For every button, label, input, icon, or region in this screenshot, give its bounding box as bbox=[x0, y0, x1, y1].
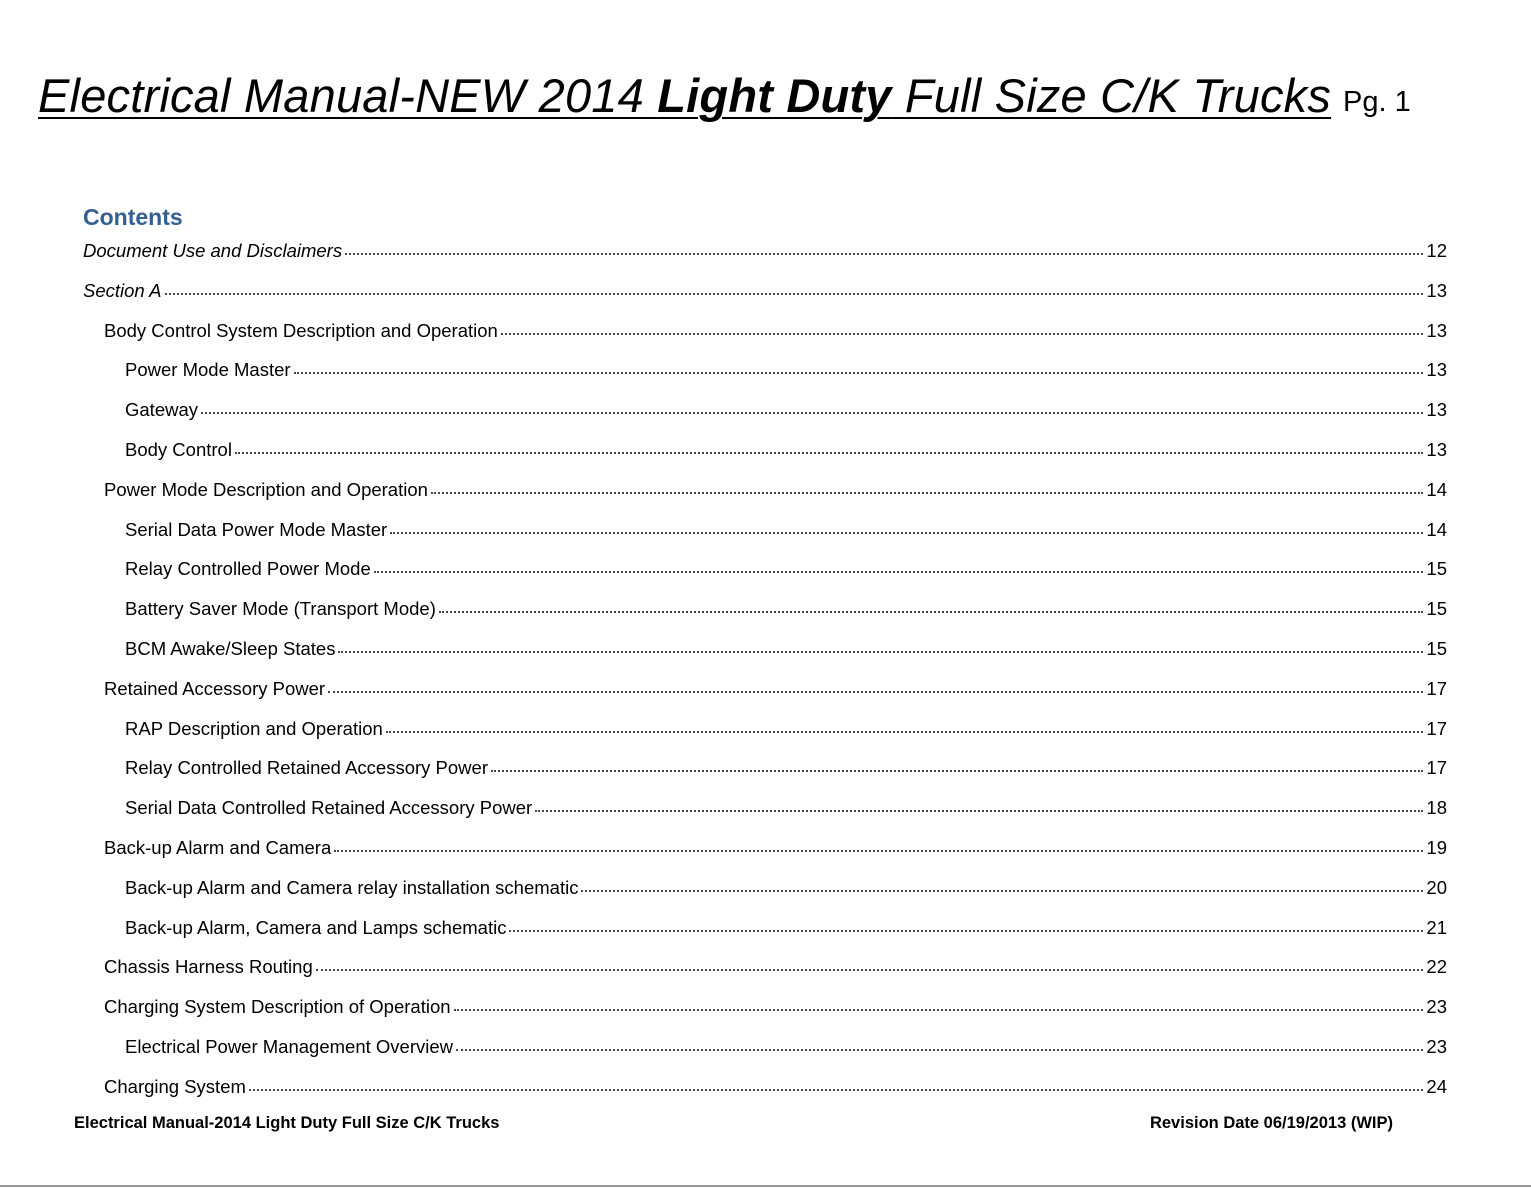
bottom-divider bbox=[0, 1185, 1531, 1187]
toc-dot-leader bbox=[165, 292, 1424, 295]
toc-entry-page: 17 bbox=[1426, 677, 1447, 699]
toc-entry-page: 23 bbox=[1426, 996, 1447, 1018]
title-part-2: Full Size C/K Trucks bbox=[891, 69, 1332, 122]
toc-entry-page: 13 bbox=[1426, 438, 1447, 460]
toc-entry[interactable] bbox=[83, 837, 1447, 877]
toc-entry[interactable] bbox=[83, 519, 1447, 559]
toc-entry-title: Battery Saver Mode (Transport Mode) bbox=[125, 598, 436, 620]
toc-entry-title: Relay Controlled Power Mode bbox=[125, 558, 371, 580]
toc-entry-page: 12 bbox=[1426, 240, 1447, 261]
toc-entry[interactable] bbox=[83, 996, 1447, 1036]
toc-dot-leader bbox=[249, 1088, 1424, 1091]
toc-entry-title: Back-up Alarm and Camera relay installation schematic bbox=[125, 876, 579, 898]
toc-entry-title: Body Control System Description and Operation bbox=[104, 319, 498, 341]
toc-entry-title: Charging System bbox=[104, 1075, 246, 1097]
toc-entry-title: Serial Data Controlled Retained Accessory Power bbox=[125, 797, 533, 819]
toc-entry-page: 23 bbox=[1426, 1035, 1447, 1057]
toc-entry[interactable] bbox=[83, 877, 1447, 917]
toc-entry[interactable] bbox=[83, 558, 1447, 598]
toc-dot-leader bbox=[456, 1048, 1423, 1051]
toc-entry-page: 20 bbox=[1426, 876, 1447, 898]
document-title bbox=[38, 68, 1331, 123]
toc-entry-title: Charging System Description of Operation bbox=[104, 996, 451, 1018]
toc-dot-leader bbox=[509, 929, 1423, 932]
footer-document-title: Electrical Manual-2014 Light Duty Full Size C/K Trucks bbox=[74, 1114, 500, 1132]
toc-entry-page: 19 bbox=[1426, 836, 1447, 858]
toc-dot-leader bbox=[374, 570, 1424, 573]
toc-entry-title: Power Mode Description and Operation bbox=[104, 478, 428, 500]
contents-heading: Contents bbox=[83, 204, 183, 230]
toc-entry[interactable] bbox=[83, 359, 1447, 399]
toc-dot-leader bbox=[390, 531, 1423, 534]
toc-entry-title: Section A bbox=[83, 279, 162, 301]
toc-entry[interactable] bbox=[83, 280, 1447, 320]
toc-entry-page: 18 bbox=[1426, 797, 1447, 819]
toc-entry[interactable] bbox=[83, 718, 1447, 758]
toc-entry[interactable] bbox=[83, 399, 1447, 439]
toc-entry[interactable] bbox=[83, 598, 1447, 638]
toc-entry-title: Back-up Alarm, Camera and Lamps schematic bbox=[125, 916, 507, 938]
toc-entry-title: RAP Description and Operation bbox=[125, 717, 383, 739]
toc-dot-leader bbox=[535, 809, 1423, 812]
toc-entry[interactable] bbox=[83, 678, 1447, 718]
toc-entry-title: Back-up Alarm and Camera bbox=[104, 836, 332, 858]
toc-entry-title: BCM Awake/Sleep States bbox=[125, 637, 336, 659]
toc-dot-leader bbox=[235, 451, 1423, 454]
toc-entry-title: Power Mode Master bbox=[125, 359, 291, 381]
toc-dot-leader bbox=[501, 332, 1424, 335]
toc-dot-leader bbox=[328, 690, 1423, 693]
toc-dot-leader bbox=[581, 889, 1423, 892]
title-bold-part: Light Duty bbox=[657, 69, 892, 122]
toc-entry-page: 17 bbox=[1426, 717, 1447, 739]
toc-dot-leader bbox=[334, 849, 1423, 852]
toc-entry[interactable] bbox=[83, 240, 1447, 280]
toc-dot-leader bbox=[316, 968, 1424, 971]
title-part-1: Electrical Manual-NEW 2014 bbox=[38, 69, 658, 122]
toc-entry-title: Document Use and Disclaimers bbox=[83, 240, 343, 261]
toc-entry-page: 15 bbox=[1426, 637, 1447, 659]
toc-entry-page: 24 bbox=[1426, 1075, 1447, 1097]
toc-dot-leader bbox=[338, 650, 1423, 653]
toc-entry-page: 21 bbox=[1426, 916, 1447, 938]
toc-entry[interactable] bbox=[83, 320, 1447, 360]
toc-entry-page: 15 bbox=[1426, 598, 1447, 620]
toc-dot-leader bbox=[201, 411, 1423, 414]
footer-revision-date: Revision Date 06/19/2013 (WIP) bbox=[1149, 1114, 1393, 1132]
toc-dot-leader bbox=[491, 769, 1423, 772]
toc-entry-page: 14 bbox=[1426, 478, 1447, 500]
toc-entry[interactable] bbox=[83, 1036, 1447, 1076]
toc-entry-page: 14 bbox=[1426, 518, 1447, 540]
toc-dot-leader bbox=[386, 730, 1424, 733]
toc-entry[interactable] bbox=[83, 638, 1447, 678]
toc-entry-title: Body Control bbox=[125, 438, 232, 460]
toc-entry-page: 17 bbox=[1426, 757, 1447, 779]
toc-dot-leader bbox=[454, 1008, 1424, 1011]
toc-entry[interactable] bbox=[83, 479, 1447, 519]
toc-entry-page: 13 bbox=[1426, 319, 1447, 341]
toc-entry-page: 13 bbox=[1426, 399, 1447, 421]
toc-entry-page: 15 bbox=[1426, 558, 1447, 580]
toc-dot-leader bbox=[439, 610, 1424, 613]
toc-entry[interactable] bbox=[83, 917, 1447, 957]
toc-entry[interactable] bbox=[83, 956, 1447, 996]
toc-entry-title: Electrical Power Management Overview bbox=[125, 1035, 453, 1057]
page-number: Pg. 1 bbox=[1343, 86, 1411, 118]
toc-dot-leader bbox=[294, 371, 1424, 374]
toc-entry[interactable] bbox=[83, 1076, 1447, 1116]
toc-entry-title: Gateway bbox=[125, 399, 199, 421]
toc-dot-leader bbox=[345, 252, 1423, 255]
toc-dot-leader bbox=[431, 491, 1424, 494]
toc-entry-page: 22 bbox=[1426, 956, 1447, 978]
toc-entry-title: Serial Data Power Mode Master bbox=[125, 518, 388, 540]
toc-entry-page: 13 bbox=[1426, 279, 1447, 301]
page-header bbox=[38, 68, 1498, 138]
toc-entry[interactable] bbox=[83, 797, 1447, 837]
toc-entry-title: Chassis Harness Routing bbox=[104, 956, 313, 978]
toc-entry-title: Retained Accessory Power bbox=[104, 677, 326, 699]
table-of-contents bbox=[83, 240, 1447, 1116]
toc-entry-title: Relay Controlled Retained Accessory Power bbox=[125, 757, 488, 779]
toc-entry[interactable] bbox=[83, 757, 1447, 797]
toc-entry[interactable] bbox=[83, 439, 1447, 479]
toc-entry-page: 13 bbox=[1426, 359, 1447, 381]
